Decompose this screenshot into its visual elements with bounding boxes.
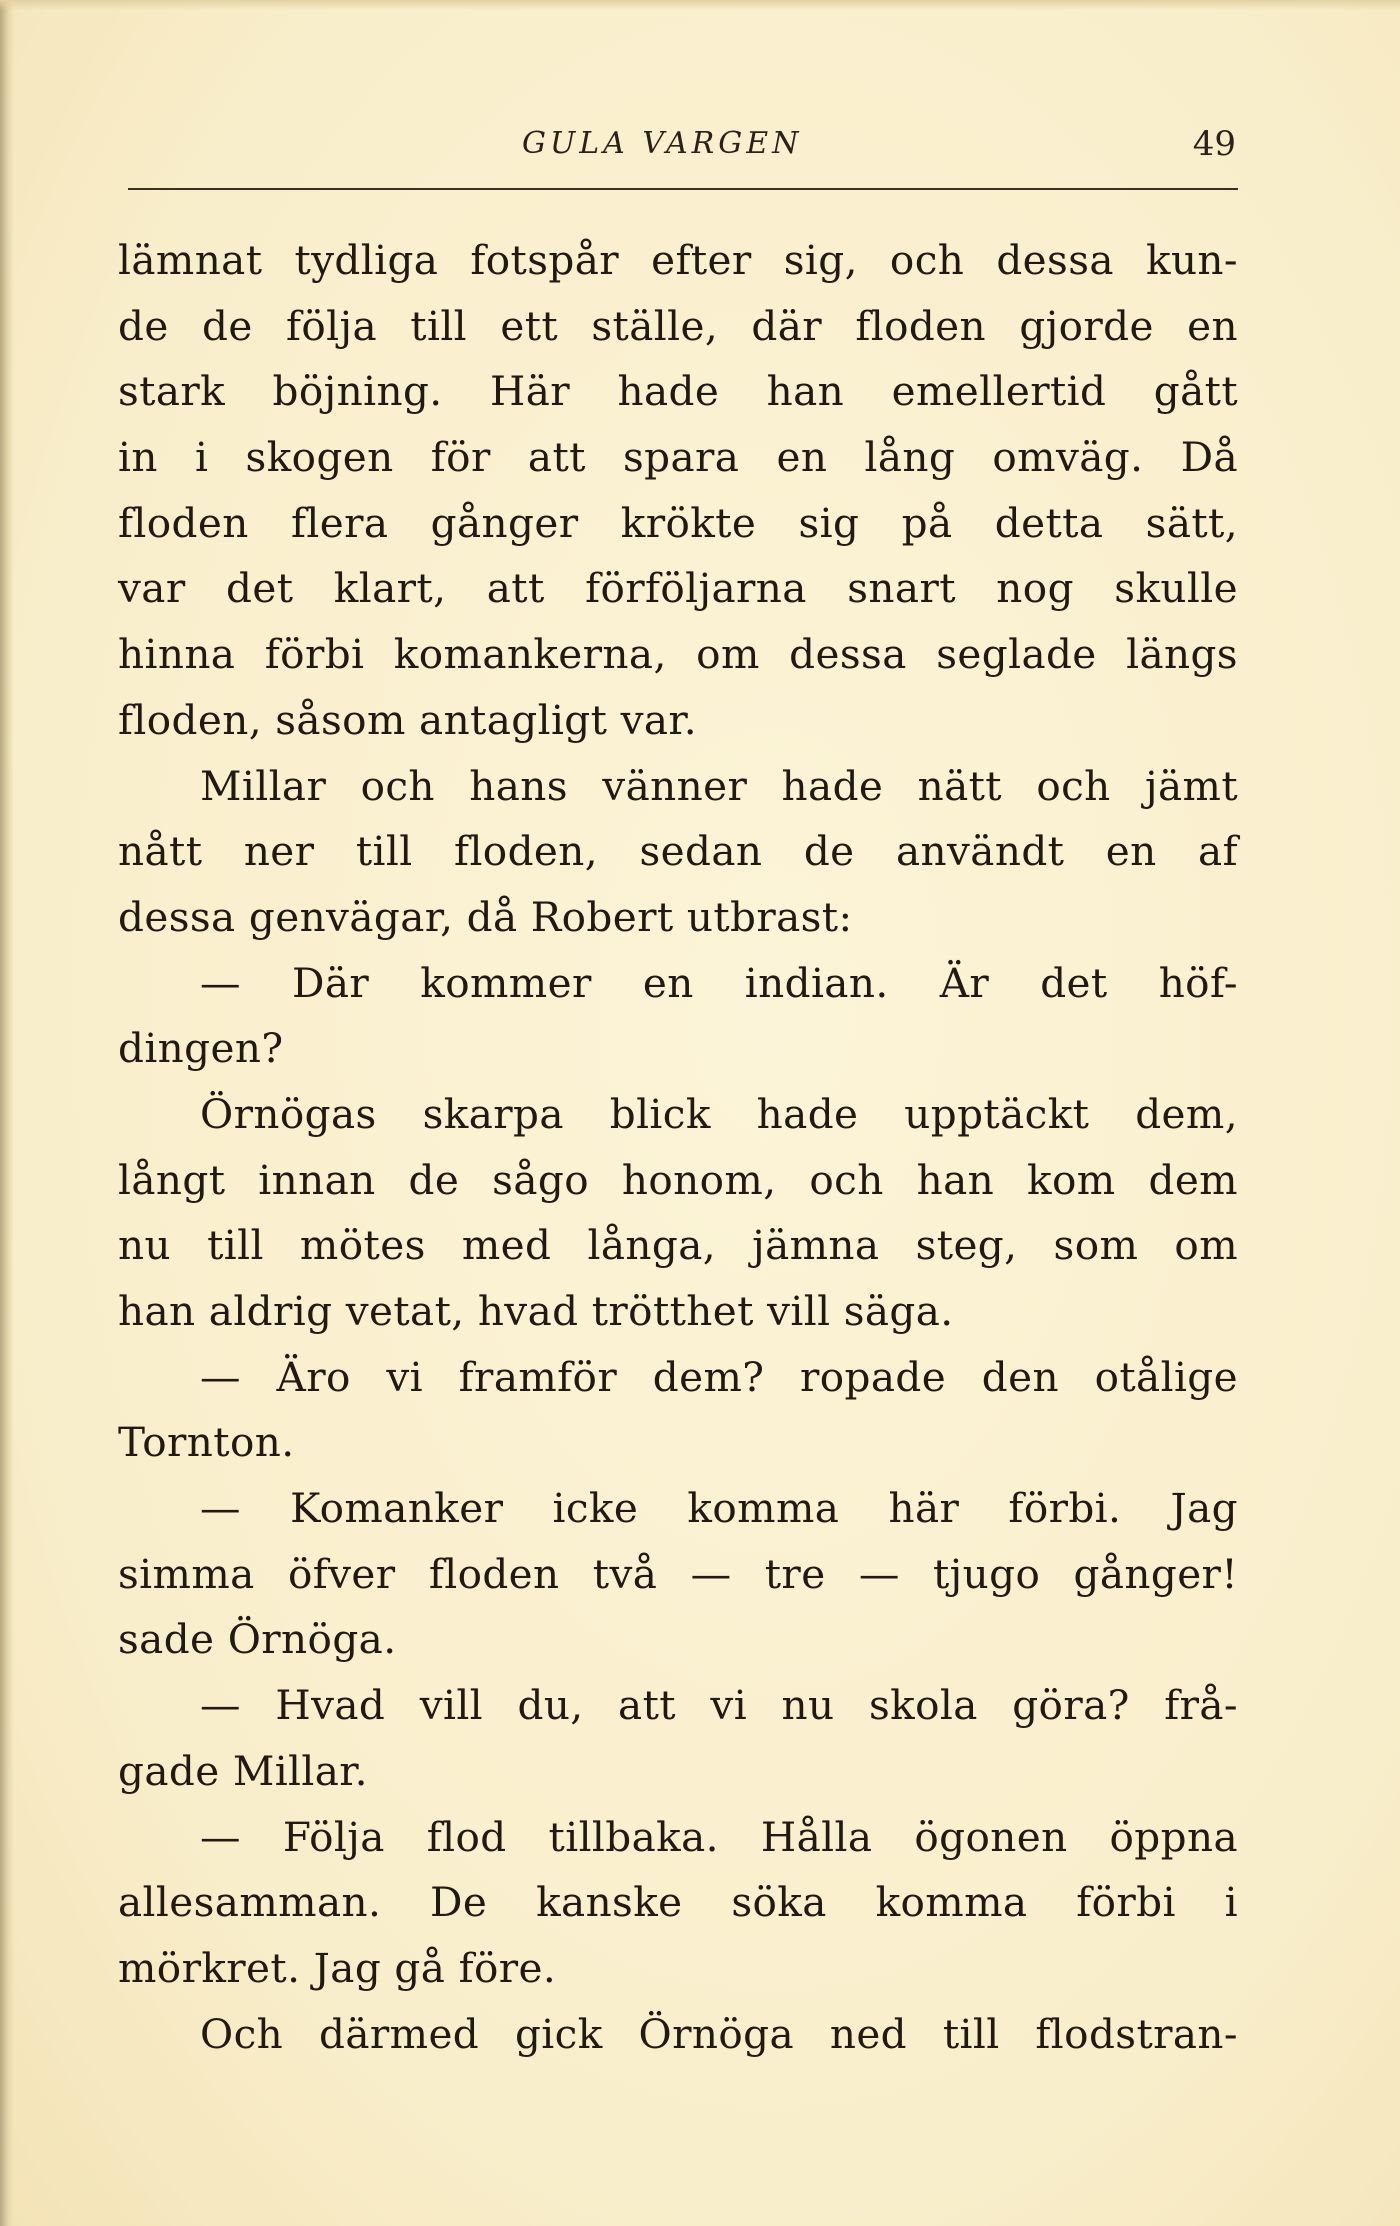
text-line: lämnat tydliga fotspår efter sig, och dessa kun- [118, 236, 1238, 284]
text-line: var det klart, att förföljarna snart nog skulle [118, 564, 1238, 613]
running-head-title: GULA VARGEN [522, 126, 803, 161]
text-line: nu till mötes med långa, jämna steg, som om [118, 1221, 1238, 1270]
text-line: — Där kommer en indian. Är det höf- [200, 958, 1238, 1007]
text-line: mörkret. Jag gå före. [118, 1943, 557, 1992]
text-line: gade Millar. [118, 1746, 368, 1795]
text-line: allesamman. De kanske söka komma förbi i [118, 1878, 1238, 1927]
text-line: långt innan de sågo honom, och han kom dem [118, 1155, 1238, 1204]
text-line: Tornton. [118, 1418, 295, 1467]
text-line: — Följa flod tillbaka. Hålla ögonen öppna [200, 1812, 1238, 1861]
text-line: floden, såsom antagligt var. [118, 695, 697, 744]
text-line: de de följa till ett ställe, där floden gjorde en [118, 301, 1238, 350]
text-line: dingen? [118, 1024, 284, 1073]
text-line: hinna förbi komankerna, om dessa seglade längs [118, 630, 1238, 679]
text-line: floden flera gånger krökte sig på detta sätt, [118, 498, 1238, 547]
page-number: 49 [1192, 124, 1236, 164]
text-line: in i skogen för att spara en lång omväg. Då [118, 433, 1238, 482]
text-line: Örnögas skarpa blick hade upptäckt dem, [200, 1089, 1238, 1138]
text-line: nått ner till floden, sedan de användt en af [118, 827, 1238, 876]
text-line: stark böjning. Här hade han emellertid gått [118, 367, 1238, 416]
text-line: sade Örnöga. [118, 1615, 397, 1664]
running-head [122, 118, 1242, 178]
text-line: — Komanker icke komma här förbi. Jag [200, 1484, 1238, 1533]
header-rule [128, 188, 1238, 190]
body-text [118, 228, 1238, 2067]
text-line: — Äro vi framför dem? ropade den otålige [200, 1352, 1238, 1401]
text-line: Och därmed gick Örnöga ned till flodstran- [200, 2009, 1238, 2058]
page-edge-shadow [0, 0, 14, 2226]
text-line: dessa genvägar, då Robert utbrast: [118, 892, 853, 941]
text-line: — Hvad vill du, att vi nu skola göra? frå- [200, 1681, 1238, 1730]
text-line: Millar och hans vänner hade nätt och jämt [200, 761, 1238, 810]
text-line: han aldrig vetat, hvad trötthet vill säga. [118, 1287, 954, 1335]
page-top-shadow [0, 0, 1400, 10]
text-line: simma öfver floden två — tre — tjugo gånger! [118, 1549, 1238, 1598]
